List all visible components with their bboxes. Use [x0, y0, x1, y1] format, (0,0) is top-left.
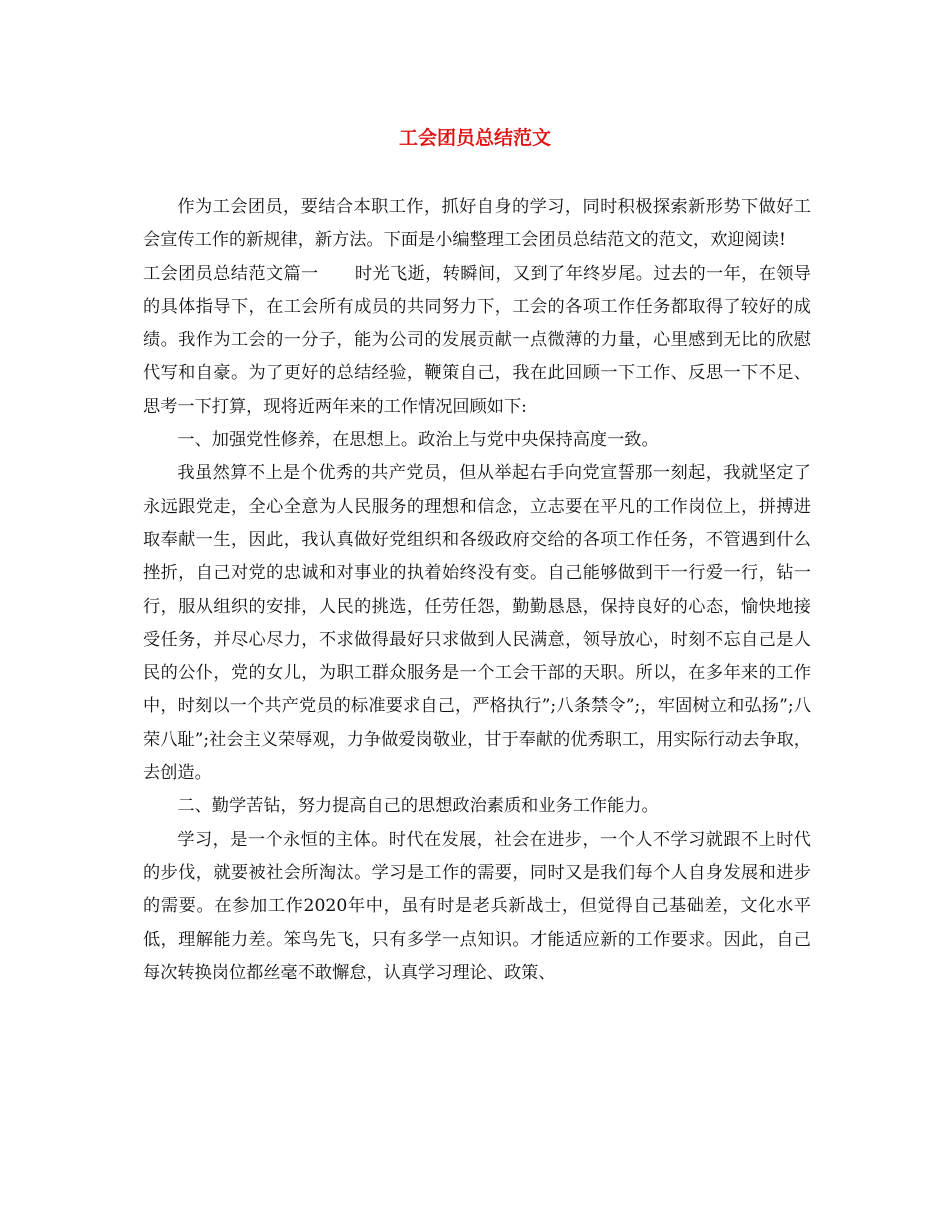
- section-paragraph: [143, 258, 811, 424]
- point-heading-2: 二、勤学苦钻，努力提高自己的思想政治素质和业务工作能力。: [177, 796, 659, 817]
- body-paragraph-2: 学习，是一个永恒的主体。时代在发展，社会在进步，一个人不学习就跟不上时代的步伐，就要被社会所淘汰。学习是工作的需要，同时又是我们每个人自身发展和进步的需要。在参加工作2020年中，虽有时是老兵新战士，但觉得自己基础差，文化水平低，理解能力差。笨鸟先飞，只有多学一点知识。才能适应新的工作要求。因此，自己每次转换岗位都丝毫不敢懈怠，认真学习理论、政策、: [143, 829, 811, 983]
- point-heading-1: 一、加强党性修养，在思想上。政治上与党中央保持高度一致。: [177, 430, 659, 451]
- document-title: 工会团员总结范文: [398, 127, 551, 149]
- body-paragraph-1: 我虽然算不上是个优秀的共产党员，但从举起右手向党宣誓那一刻起，我就坚定了永远跟党走，全心全意为人民服务的理想和信念，立志要在平凡的工作岗位上，拼搏进取奉献一生，因此，我认真做好党组织和各级政府交给的各项工作任务，不管遇到什么挫折，自己对党的忠诚和对事业的执着始终没有变。自己能够做到干一行爱一行，钻一行，服从组织的安排，人民的挑选，任劳任怨，勤勤恳恳，保持良好的心态，愉快地接受任务，并尽心尽力，不求做得最好只求做到人民满意，领导放心，时刻不忘自己是人民的公仆，党的女儿，为职工群众服务是一个工会干部的天职。所以，在多年来的工作中，时刻以一个共产党员的标准要求自己，严格执行”;八条禁令”;，牢固树立和弘扬”;八荣八耻”;社会主义荣辱观，力争做爱岗敬业，甘于奉献的优秀职工，用实际行动去争取，去创造。: [143, 463, 811, 784]
- document-body: [143, 191, 811, 990]
- intro-paragraph: 作为工会团员，要结合本职工作，抓好自身的学习，同时积极探索新形势下做好工会宣传工作的新规律，新方法。下面是小编整理工会团员总结范文的范文，欢迎阅读!: [143, 197, 811, 251]
- section-heading: 工会团员总结范文篇一: [143, 263, 319, 284]
- section-lead-text: 时光飞逝，转瞬间，又到了年终岁尾。过去的一年，在领导的具体指导下，在工会所有成员的共同努力下，工会的各项工作任务都取得了较好的成绩。我作为工会的一分子，能为公司的发展贡献一点微薄的力量，心里感到无比的欣慰代写和自豪。为了更好的总结经验，鞭策自己，我在此回顾一下工作、反思一下不足、思考一下打算，现将近两年来的工作情况回顾如下:: [143, 263, 811, 417]
